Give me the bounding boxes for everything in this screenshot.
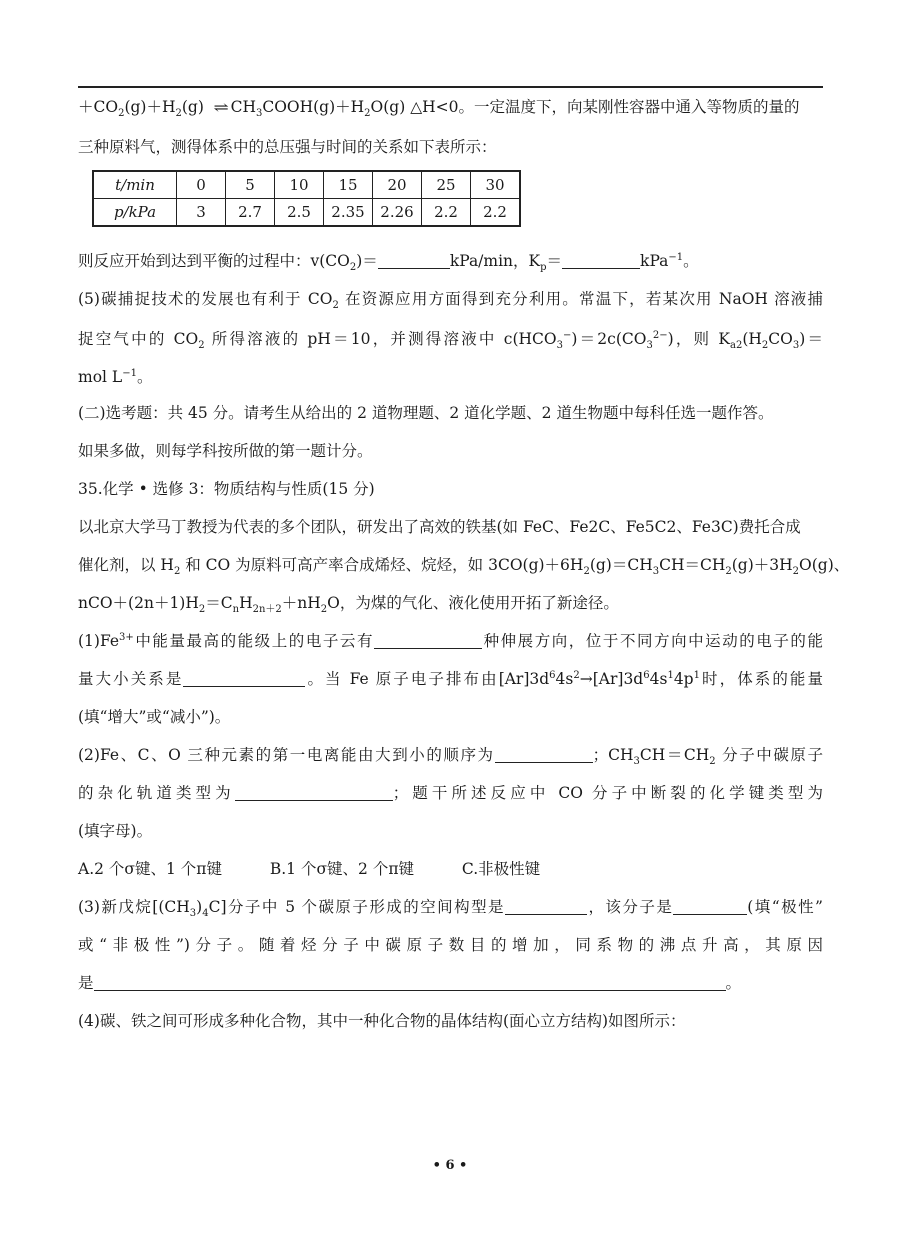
table-cell: 2.2 bbox=[422, 199, 471, 227]
table-cell: 2.7 bbox=[226, 199, 275, 227]
table-cell: 2.2 bbox=[471, 199, 521, 227]
text-line: $(1)Fe^{3+}$中能量最高的能级上的电子云有 种伸展方向，位于不同方向中运动的电子的能 bbox=[78, 631, 823, 650]
text-line: (二)选考题：共 45 分。请考生从给出的 2 道物理题、2 道化学题、2 道生物题中每科任选一题作答。 bbox=[78, 404, 774, 422]
text-line: 捉空气中的 $CO_2$ 所得溶液的 pH＝10，并测得溶液中 $c(HCO_3^-)=2c(CO_3^{2-})$，则 $K_{a2}(H_2CO_3)=$ bbox=[78, 329, 823, 352]
answer-blank[interactable] bbox=[562, 253, 640, 269]
options-line bbox=[78, 858, 823, 880]
table-row bbox=[93, 199, 520, 227]
text-line: 或“非极性”)分子。随着烃分子中碳原子数目的增加，同系物的沸点升高，其原因 bbox=[78, 936, 823, 954]
text-line: 催化剂，以 $H_2$ 和 CO 为原料可高产率合成烯烃、烷烃，如 $3CO(g)+6H_2(g)=CH_3CH=CH_2(g)+3H_2O(g)$、 bbox=[78, 556, 850, 578]
text-line: 的杂化轨道类型为 ；题干所述反应中 CO 分子中断裂的化学键类型为 bbox=[78, 784, 823, 802]
option-c: C.非极性键 bbox=[461, 860, 541, 878]
table-cell: 2.35 bbox=[324, 199, 373, 227]
text-line: (4)碳、铁之间可形成多种化合物，其中一种化合物的晶体结构(面心立方结构)如图所示： bbox=[78, 1012, 686, 1030]
table-header-p: p/kPa bbox=[93, 199, 177, 227]
top-rule bbox=[78, 86, 823, 88]
table-cell: 3 bbox=[177, 199, 226, 227]
table-cell: 2.5 bbox=[275, 199, 324, 227]
answer-blank[interactable] bbox=[505, 899, 587, 915]
text-line: 是 。 bbox=[78, 974, 742, 992]
text-line: (2)Fe、C、O 三种元素的第一电离能由大到小的顺序为 ；$CH_3CH=CH_2$ 分子中碳原子 bbox=[78, 746, 823, 768]
text-line: $nCO+(2n+1)H_2=C_nH_{2n+2}+nH_2O$，为煤的气化、液化使用开拓了新途径。 bbox=[78, 594, 619, 616]
table-cell: 5 bbox=[226, 171, 275, 199]
table-cell: 25 bbox=[422, 171, 471, 199]
option-a: A.2 个σ键、1 个π键 bbox=[78, 860, 222, 878]
table-cell: 2.26 bbox=[373, 199, 422, 227]
pressure-time-table bbox=[92, 170, 521, 227]
question-heading: 35.化学 • 选修 3：物质结构与性质(15 分) bbox=[78, 480, 375, 498]
text-line: 量大小关系是 。当 Fe 原子电子排布由$[Ar]3d^64s^2\to[Ar]3d^64s^14p^1$时，体系的能量 bbox=[78, 669, 823, 688]
answer-blank[interactable] bbox=[374, 633, 482, 649]
equation-line: $+CO_2(g)+H_2(g)$ ⇌ $CH_3COOH(g)+H_2O(g)$ △H<0。一定温度下，向某刚性容器中通入等物质的量的 bbox=[78, 98, 800, 120]
text-line: (填字母)。 bbox=[78, 822, 153, 840]
arrow-icon: → bbox=[579, 670, 593, 688]
answer-blank[interactable] bbox=[495, 747, 593, 763]
table-cell: 15 bbox=[324, 171, 373, 199]
answer-blank[interactable] bbox=[183, 671, 305, 687]
text-line: 以北京大学马丁教授为代表的多个团队，研发出了高效的铁基(如 FeC、Fe2C、Fe5C2、Fe3C)费托合成 bbox=[78, 518, 801, 536]
table-cell: 30 bbox=[471, 171, 521, 199]
text-line: (5)碳捕捉技术的发展也有利于 $CO_2$ 在资源应用方面得到充分利用。常温下，若某次用 NaOH 溶液捕 bbox=[78, 290, 824, 312]
text-line: 如果多做，则每学科按所做的第一题计分。 bbox=[78, 442, 373, 460]
table-row bbox=[93, 171, 520, 199]
table-cell: 0 bbox=[177, 171, 226, 199]
equilibrium-arrow-icon: ⇌ bbox=[213, 100, 227, 116]
text-line: (填“增大”或“减小”)。 bbox=[78, 708, 231, 726]
text-line: mol $L^{-1}$。 bbox=[78, 367, 153, 386]
text-line: 则反应开始到达到平衡的过程中：$v(CO_2)= kPa/\min$，$K_p= kPa^{-1}$。 bbox=[78, 251, 699, 274]
answer-blank[interactable] bbox=[235, 785, 393, 801]
answer-blank[interactable] bbox=[94, 975, 726, 991]
page-number: • 6 • bbox=[432, 1158, 468, 1173]
table-cell: 20 bbox=[373, 171, 422, 199]
text-line: 三种原料气，测得体系中的总压强与时间的关系如下表所示： bbox=[78, 138, 497, 156]
text-line: (3)新戊烷$[(CH_3)_4C]$分子中 5 个碳原子形成的空间构型是 ，该分子是 (填“极性” bbox=[78, 898, 823, 920]
table-header-t: t/min bbox=[93, 171, 177, 199]
answer-blank[interactable] bbox=[673, 899, 747, 915]
table-cell: 10 bbox=[275, 171, 324, 199]
option-b: B.1 个σ键、2 个π键 bbox=[269, 860, 415, 878]
answer-blank[interactable] bbox=[378, 253, 450, 269]
